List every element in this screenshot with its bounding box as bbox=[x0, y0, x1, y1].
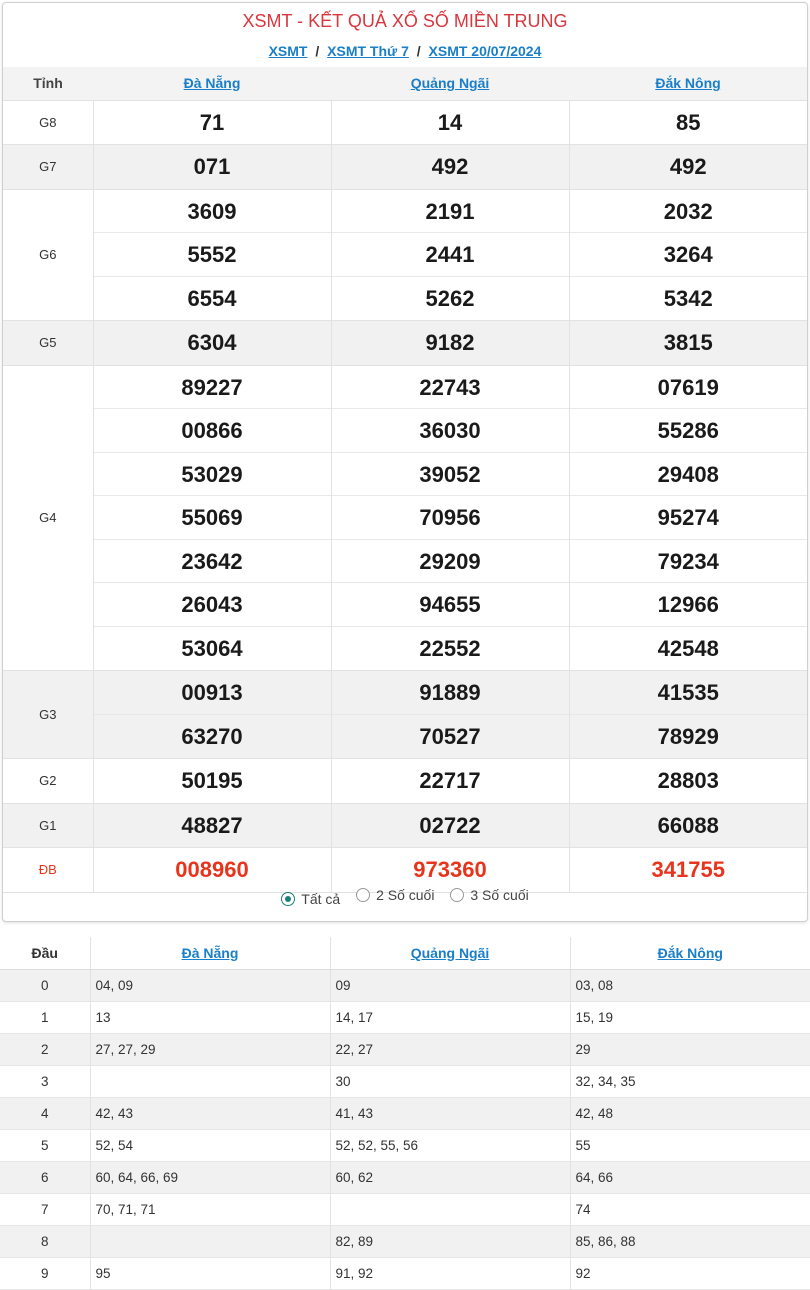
prize-number: 79234 bbox=[570, 540, 808, 584]
loto-province-link-quang-ngai[interactable]: Quảng Ngãi bbox=[410, 944, 490, 961]
prize-number: 41535 bbox=[570, 671, 808, 715]
prize-cell bbox=[569, 803, 807, 848]
loto-values: 03, 08 bbox=[570, 969, 810, 1001]
loto-values: 64, 66 bbox=[570, 1161, 810, 1193]
breadcrumb-link-xsmt[interactable]: XSMT bbox=[268, 43, 308, 59]
loto-values: 52, 52, 55, 56 bbox=[330, 1129, 570, 1161]
loto-values: 42, 48 bbox=[570, 1097, 810, 1129]
province-header bbox=[93, 67, 331, 100]
prize-number: 42548 bbox=[657, 635, 719, 661]
breadcrumb-separator: / bbox=[416, 43, 421, 59]
loto-values: 52, 54 bbox=[90, 1129, 330, 1161]
prize-number: 22717 bbox=[419, 768, 481, 793]
prize-cell bbox=[569, 759, 807, 804]
special-prize-number: 973360 bbox=[413, 857, 487, 882]
prize-number: 94655 bbox=[332, 583, 569, 627]
prize-cell bbox=[331, 848, 569, 893]
prize-cell bbox=[569, 848, 807, 893]
prize-cell bbox=[331, 189, 569, 321]
loto-values: 09 bbox=[330, 969, 570, 1001]
digit-filter bbox=[3, 887, 807, 907]
prize-number: 48827 bbox=[181, 812, 243, 838]
prize-number: 66088 bbox=[657, 812, 719, 838]
prize-number: 63270 bbox=[181, 723, 243, 749]
loto-values bbox=[330, 1193, 570, 1225]
filter-option-2-digits[interactable] bbox=[356, 887, 434, 903]
loto-values: 30 bbox=[330, 1065, 570, 1097]
prize-number: 22552 bbox=[419, 635, 481, 661]
results-table bbox=[3, 67, 807, 893]
loto-province-link-da-nang[interactable]: Đà Nẵng bbox=[181, 944, 239, 961]
filter-option-label: 3 Số cuối bbox=[470, 887, 529, 903]
prize-label: G7 bbox=[3, 145, 93, 190]
filter-option-3-digits[interactable] bbox=[450, 887, 528, 903]
prize-label: G6 bbox=[3, 189, 93, 321]
special-prize-number: 341755 bbox=[651, 857, 725, 882]
prize-number: 3815 bbox=[663, 330, 713, 355]
prize-row bbox=[3, 321, 807, 366]
prize-number: 12966 bbox=[570, 583, 808, 627]
loto-row bbox=[0, 1193, 810, 1225]
loto-values: 32, 34, 35 bbox=[570, 1065, 810, 1097]
loto-values: 42, 43 bbox=[90, 1097, 330, 1129]
prize-number: 492 bbox=[431, 154, 469, 179]
province-header bbox=[569, 67, 807, 100]
loto-values bbox=[90, 1065, 330, 1097]
loto-values: 27, 27, 29 bbox=[90, 1033, 330, 1065]
loto-row bbox=[0, 1097, 810, 1129]
loto-row bbox=[0, 1033, 810, 1065]
prize-number: 26043 bbox=[94, 583, 331, 627]
province-link-dak-nong[interactable]: Đắk Nông bbox=[655, 75, 721, 92]
prize-number: 2441 bbox=[332, 233, 569, 277]
prize-cell bbox=[569, 100, 807, 145]
loto-values: 22, 27 bbox=[330, 1033, 570, 1065]
prize-number: 70527 bbox=[419, 723, 481, 749]
prize-row bbox=[3, 848, 807, 893]
prize-number: 00913 bbox=[94, 671, 331, 715]
radio-unchecked-icon[interactable] bbox=[450, 888, 464, 902]
prize-number: 23642 bbox=[94, 540, 331, 584]
prize-number: 78929 bbox=[657, 723, 719, 749]
prize-row bbox=[3, 365, 807, 671]
loto-values: 04, 09 bbox=[90, 969, 330, 1001]
loto-row bbox=[0, 969, 810, 1001]
head-digit: 5 bbox=[0, 1129, 90, 1161]
prize-cell bbox=[331, 759, 569, 804]
loto-province-header bbox=[570, 937, 810, 969]
prize-cell bbox=[331, 100, 569, 145]
head-digit: 8 bbox=[0, 1225, 90, 1257]
breadcrumb-link-xsmt-date[interactable]: XSMT 20/07/2024 bbox=[428, 43, 542, 59]
province-column-label: Tỉnh bbox=[3, 67, 93, 100]
filter-option-all[interactable] bbox=[281, 891, 340, 907]
prize-number: 07619 bbox=[570, 366, 808, 410]
results-header-row bbox=[3, 67, 807, 100]
head-digit: 1 bbox=[0, 1001, 90, 1033]
loto-row bbox=[0, 1225, 810, 1257]
prize-cell bbox=[569, 365, 807, 671]
results-body bbox=[3, 100, 807, 892]
head-digit: 9 bbox=[0, 1257, 90, 1289]
prize-number: 29209 bbox=[332, 540, 569, 584]
loto-values: 29 bbox=[570, 1033, 810, 1065]
prize-cell bbox=[331, 321, 569, 366]
prize-cell bbox=[331, 365, 569, 671]
prize-number: 5342 bbox=[663, 285, 713, 311]
province-link-quang-ngai[interactable]: Quảng Ngãi bbox=[410, 75, 490, 92]
prize-number: 2191 bbox=[332, 190, 569, 234]
prize-number: 71 bbox=[199, 109, 225, 135]
prize-cell bbox=[93, 365, 331, 671]
province-link-da-nang[interactable]: Đà Nẵng bbox=[183, 75, 241, 92]
head-digit: 4 bbox=[0, 1097, 90, 1129]
loto-province-header bbox=[330, 937, 570, 969]
prize-cell bbox=[569, 189, 807, 321]
province-header bbox=[331, 67, 569, 100]
prize-cell bbox=[93, 671, 331, 759]
breadcrumb-separator: / bbox=[315, 43, 320, 59]
loto-row bbox=[0, 1001, 810, 1033]
special-prize-number: 008960 bbox=[175, 857, 249, 882]
loto-row bbox=[0, 1161, 810, 1193]
prize-row bbox=[3, 100, 807, 145]
loto-values: 14, 17 bbox=[330, 1001, 570, 1033]
prize-number: 02722 bbox=[419, 812, 481, 838]
loto-values: 74 bbox=[570, 1193, 810, 1225]
loto-province-link-dak-nong[interactable]: Đắk Nông bbox=[657, 944, 723, 961]
loto-values: 41, 43 bbox=[330, 1097, 570, 1129]
prize-number: 2032 bbox=[570, 190, 808, 234]
prize-cell bbox=[93, 321, 331, 366]
loto-values: 95 bbox=[90, 1257, 330, 1289]
prize-number: 53029 bbox=[94, 453, 331, 497]
filter-option-label: 2 Số cuối bbox=[376, 887, 435, 903]
loto-values: 60, 64, 66, 69 bbox=[90, 1161, 330, 1193]
loto-header-row bbox=[0, 937, 810, 969]
prize-number: 39052 bbox=[332, 453, 569, 497]
prize-number: 55069 bbox=[94, 496, 331, 540]
loto-head-table bbox=[0, 937, 810, 1290]
loto-values: 15, 19 bbox=[570, 1001, 810, 1033]
prize-number: 14 bbox=[437, 109, 463, 135]
loto-values: 82, 89 bbox=[330, 1225, 570, 1257]
prize-cell bbox=[93, 145, 331, 190]
prize-cell bbox=[93, 189, 331, 321]
loto-values: 91, 92 bbox=[330, 1257, 570, 1289]
prize-row bbox=[3, 671, 807, 759]
prize-cell bbox=[93, 759, 331, 804]
prize-label: ĐB bbox=[3, 848, 93, 893]
loto-values: 55 bbox=[570, 1129, 810, 1161]
breadcrumb bbox=[3, 43, 807, 59]
head-digit: 0 bbox=[0, 969, 90, 1001]
prize-cell bbox=[569, 145, 807, 190]
head-digit: 2 bbox=[0, 1033, 90, 1065]
prize-label: G1 bbox=[3, 803, 93, 848]
loto-row bbox=[0, 1129, 810, 1161]
head-digit: 7 bbox=[0, 1193, 90, 1225]
prize-number: 3264 bbox=[570, 233, 808, 277]
prize-label: G8 bbox=[3, 100, 93, 145]
loto-values: 92 bbox=[570, 1257, 810, 1289]
loto-values: 60, 62 bbox=[330, 1161, 570, 1193]
prize-number: 9182 bbox=[425, 330, 475, 355]
prize-cell bbox=[93, 803, 331, 848]
head-digit: 3 bbox=[0, 1065, 90, 1097]
loto-body bbox=[0, 969, 810, 1289]
prize-number: 5552 bbox=[94, 233, 331, 277]
prize-cell bbox=[569, 321, 807, 366]
prize-number: 95274 bbox=[570, 496, 808, 540]
page-title: XSMT - KẾT QUẢ XỔ SỐ MIỀN TRUNG bbox=[242, 11, 568, 31]
prize-cell bbox=[331, 145, 569, 190]
prize-cell bbox=[93, 848, 331, 893]
filter-option-label: Tất cả bbox=[301, 891, 341, 907]
head-digit-column-label: Đầu bbox=[0, 937, 90, 969]
prize-number: 22743 bbox=[332, 366, 569, 410]
prize-label: G4 bbox=[3, 365, 93, 671]
prize-number: 6304 bbox=[187, 330, 237, 355]
loto-values: 70, 71, 71 bbox=[90, 1193, 330, 1225]
prize-number: 3609 bbox=[94, 190, 331, 234]
head-digit: 6 bbox=[0, 1161, 90, 1193]
prize-number: 36030 bbox=[332, 409, 569, 453]
loto-row bbox=[0, 1257, 810, 1289]
prize-label: G5 bbox=[3, 321, 93, 366]
breadcrumb-link-xsmt-thu-7[interactable]: XSMT Thứ 7 bbox=[327, 43, 409, 59]
prize-number: 85 bbox=[676, 109, 701, 135]
prize-number: 70956 bbox=[332, 496, 569, 540]
loto-values bbox=[90, 1225, 330, 1257]
loto-row bbox=[0, 1065, 810, 1097]
prize-number: 29408 bbox=[570, 453, 808, 497]
results-card bbox=[2, 2, 808, 922]
prize-number: 89227 bbox=[94, 366, 331, 410]
prize-label: G3 bbox=[3, 671, 93, 759]
prize-row bbox=[3, 803, 807, 848]
radio-unchecked-icon[interactable] bbox=[356, 888, 370, 902]
prize-label: G2 bbox=[3, 759, 93, 804]
prize-cell bbox=[93, 100, 331, 145]
prize-number: 50195 bbox=[181, 768, 243, 793]
prize-number: 492 bbox=[669, 154, 707, 179]
prize-number: 91889 bbox=[332, 671, 569, 715]
prize-number: 55286 bbox=[570, 409, 808, 453]
prize-number: 5262 bbox=[425, 285, 475, 311]
prize-number: 28803 bbox=[657, 768, 719, 793]
prize-number: 071 bbox=[193, 154, 231, 179]
prize-number: 53064 bbox=[181, 635, 243, 661]
loto-values: 13 bbox=[90, 1001, 330, 1033]
loto-values: 85, 86, 88 bbox=[570, 1225, 810, 1257]
prize-row bbox=[3, 145, 807, 190]
prize-row bbox=[3, 759, 807, 804]
prize-number: 00866 bbox=[94, 409, 331, 453]
prize-cell bbox=[331, 671, 569, 759]
loto-province-header bbox=[90, 937, 330, 969]
prize-row bbox=[3, 189, 807, 321]
prize-number: 6554 bbox=[187, 285, 237, 311]
prize-cell bbox=[331, 803, 569, 848]
radio-checked-icon[interactable] bbox=[281, 892, 295, 906]
prize-cell bbox=[569, 671, 807, 759]
